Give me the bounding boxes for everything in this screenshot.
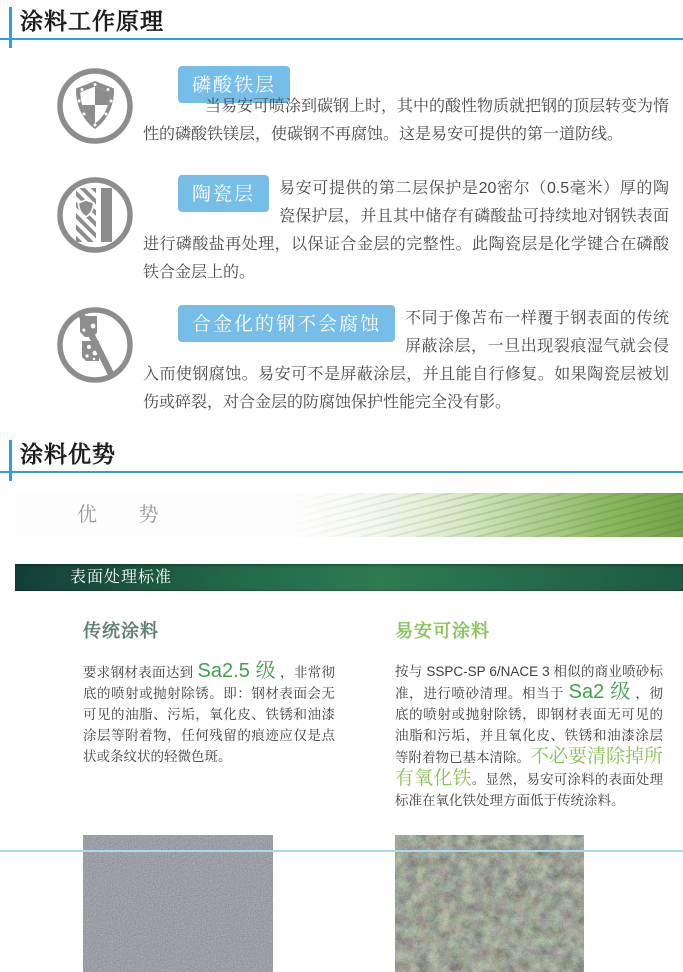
comparison-columns: [15, 591, 683, 972]
advantages-section-header: [0, 433, 683, 473]
principle-text-ceramic: 易安可提供的第二层保护是20密尔（0.5毫米）厚的陶瓷保护层，并且其中储存有磷酸盐可持续地对钢铁表面进行磷酸盐再处理，以保证合金层的完整性。此陶瓷层是化学键合在磷酸铁合金层上的。: [143, 180, 669, 281]
page-title: 涂料工作原理: [20, 8, 164, 34]
principle-text-phosphate: 当易安可喷涂到碳钢上时，其中的酸性物质就把钢的顶层转变为惰性的磷酸铁镁层，使碳钢不再腐蚀。这是易安可提供的第一道防线。: [143, 98, 670, 143]
principles-section-header: [0, 0, 683, 40]
principle-content: [143, 175, 669, 287]
title-divider: [0, 38, 683, 40]
title-divider: [0, 471, 683, 473]
principle-row: [0, 66, 683, 149]
ceramic-layer-icon: [55, 175, 135, 255]
traditional-coating-heading: 传统涂料: [83, 621, 159, 641]
grass-gradient-image: [282, 493, 683, 537]
badge-alloyed-steel: 合金化的钢不会腐蚀: [178, 305, 395, 342]
surface-standard-header-label: 表面处理标准: [70, 569, 173, 586]
easy-coating-heading: 易安可涂料: [395, 621, 490, 641]
sandblasted-steel-texture-image: [83, 835, 335, 972]
badge-ceramic-layer: 陶瓷层: [178, 175, 269, 212]
advantages-panel: [15, 493, 683, 972]
bottom-divider: [0, 850, 683, 852]
title-accent-bar: [9, 440, 12, 481]
traditional-coating-text: 要求钢材表面达到 Sa2.5 级 ，非常彻底的喷射或抛射除锈。即：钢材表面会无可见的油脂、污垢，氧化皮、铁锈和油漆涂层等附着物，任何残留的痕迹应仅是点状或条纹状的轻微色斑。: [83, 660, 335, 764]
badge-phosphate-layer: 磷酸铁层: [178, 66, 290, 103]
no-corrosion-icon: [55, 305, 135, 385]
easy-coating-text: 按与 SSPC-SP 6/NACE 3 相似的商业喷砂标准，进行喷砂清理。相当于 Sa2 级 ，彻底的喷射或抛射除锈，即钢材表面无可见的油脂和污垢，并且氧化皮、铁锈和油漆涂层等附着物已基本清除。不必要清除掉所有氧化铁。显然，易安可涂料的表面处理标准在氧化铁处理方面低于传统涂料。: [395, 664, 664, 808]
principle-text-alloy: 不同于像苫布一样覆于钢表面的传统屏蔽涂层，一旦出现裂痕湿气就会侵入而使钢腐蚀。易安可不是屏蔽涂层，并且能自行修复。如果陶瓷层被划伤或碎裂，对合金层的防腐蚀保护性能完全没有影。: [143, 310, 669, 411]
rough-cleaned-steel-texture-image: [395, 835, 663, 972]
advantages-title: 涂料优势: [20, 441, 116, 467]
title-accent-bar: [9, 7, 12, 48]
advantage-banner-label: 优 势: [77, 504, 177, 526]
surface-standard-header-bar: [15, 564, 683, 591]
advantage-banner: [15, 493, 683, 537]
principle-row: [0, 175, 683, 287]
principle-row: [0, 305, 683, 417]
principle-content: [143, 66, 669, 149]
principle-content: [143, 305, 669, 417]
shield-icon: [55, 66, 135, 146]
